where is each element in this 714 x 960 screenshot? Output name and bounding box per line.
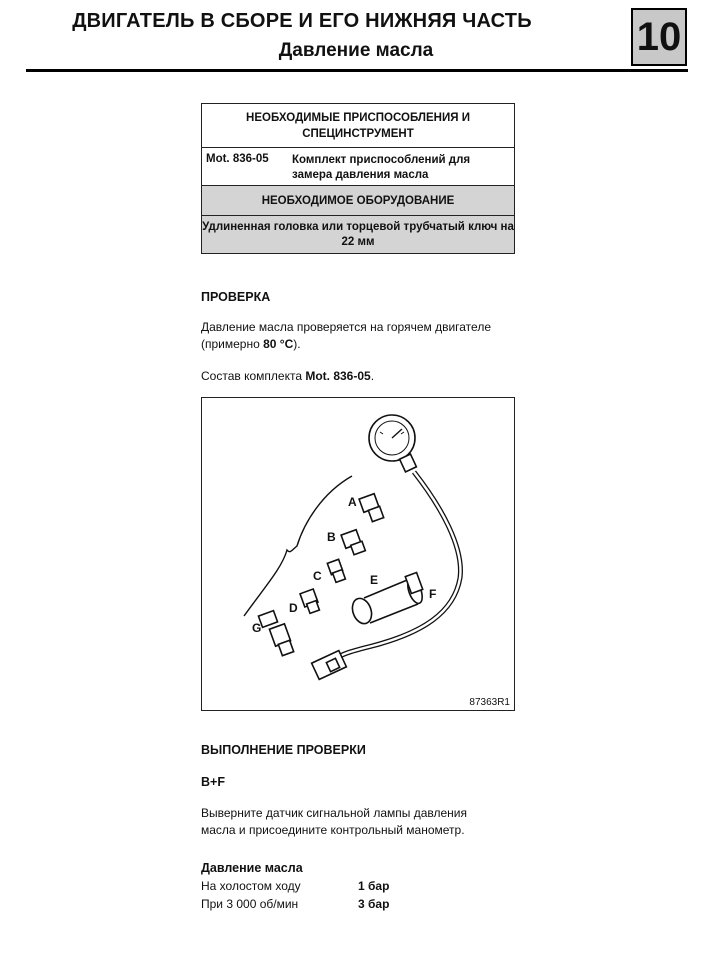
tool-code: Mot. 836-05 [206, 152, 269, 165]
figure-label-a: A [348, 495, 357, 509]
kit-illustration [202, 398, 514, 710]
check-para2-text: Состав комплекта [201, 369, 306, 383]
check-temperature: 80 °C [263, 337, 294, 351]
figure-label-d: D [289, 601, 298, 615]
figure-label-b: B [327, 530, 336, 544]
pressure-row-label: На холостом ходу [201, 879, 301, 893]
check-heading: ПРОВЕРКА [201, 290, 271, 304]
tools-table [201, 103, 515, 254]
pressure-row-value: 1 бар [358, 879, 390, 893]
page-subtitle: Давление масла [278, 40, 434, 61]
figure-label-c: C [313, 569, 322, 583]
adapter-a-icon [359, 494, 384, 522]
pressure-row-value: 3 бар [358, 897, 390, 911]
adapter-b-icon [341, 530, 365, 555]
pressure-row-label: При 3 000 об/мин [201, 897, 299, 911]
procedure-combo: B+F [201, 775, 225, 789]
kit-figure [201, 397, 515, 711]
section-number-badge: 10 [631, 8, 687, 66]
check-paragraph-2 [201, 368, 531, 385]
figure-label-f: F [429, 587, 437, 601]
equipment-header: НЕОБХОДИМОЕ ОБОРУДОВАНИЕ [202, 186, 515, 216]
tools-table-header: НЕОБХОДИМЫЕ ПРИСПОСОБЛЕНИЯ И СПЕЦИНСТРУМЕНТ [202, 104, 515, 148]
adapter-d-icon [300, 589, 319, 613]
procedure-instruction: Выверните датчик сигнальной лампы давления масла и присоедините контрольный манометр. [201, 806, 467, 837]
check-paragraph-1 [201, 319, 531, 353]
check-para1-text: Давление масла проверяется на горячем двигателе (примерно [201, 320, 491, 351]
kit-code: Mot. 836-05 [305, 369, 371, 383]
check-para1-suffix: ). [293, 337, 301, 351]
procedure-heading: ВЫПОЛНЕНИЕ ПРОВЕРКИ [201, 743, 366, 757]
pressure-row [201, 879, 389, 893]
figure-reference: 87363R1 [469, 697, 510, 708]
chapter-title: ДВИГАТЕЛЬ В СБОРЕ И ЕГО НИЖНЯЯ ЧАСТЬ [72, 10, 532, 32]
tools-table-row [202, 148, 515, 186]
figure-label-e: E [370, 573, 379, 587]
extension-socket-e-icon [349, 572, 425, 626]
tool-description: Комплект приспособлений для замера давления масла [292, 153, 471, 181]
adapter-c-icon [327, 559, 345, 582]
adapter-g-icon [258, 611, 293, 656]
check-para2-suffix: . [370, 369, 375, 383]
figure-label-g: G [252, 621, 262, 635]
pressure-heading: Давление масла [201, 861, 303, 875]
equipment-item: Удлиненная головка или торцевой трубчатый ключ на 22 мм [202, 216, 515, 254]
header-rule [26, 69, 688, 72]
pressure-row [201, 897, 389, 911]
